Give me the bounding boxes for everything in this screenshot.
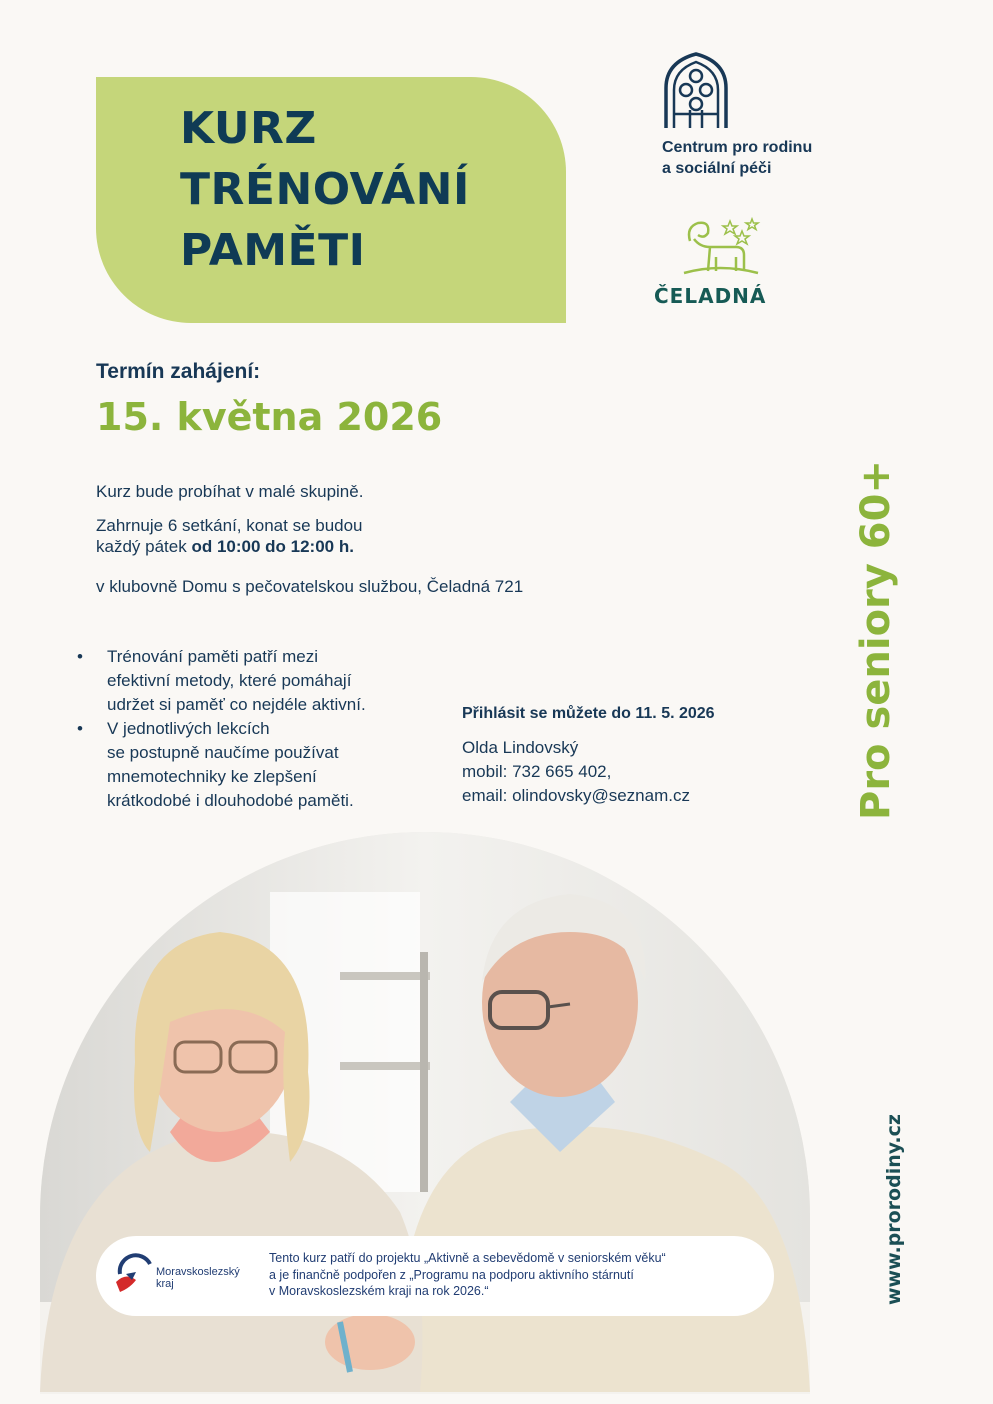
bullet-item-1: [74, 645, 366, 717]
info-line-2a: Zahrnuje 6 setkání, konat se budou: [96, 516, 363, 535]
registration-title: Přihlásit se můžete do 11. 5. 2026: [462, 705, 715, 722]
sponsor-line-2: a je finančně podpořen z „Programu na podporu aktivního stárnutí: [269, 1267, 634, 1282]
contact-block: [462, 736, 690, 808]
bullet-2-line-2: se postupně naučíme používat: [107, 743, 339, 762]
title-line-3: PAMĚTI: [180, 225, 366, 276]
org-name: [662, 137, 812, 179]
contact-phone[interactable]: mobil: 732 665 402,: [462, 762, 612, 781]
bullet-list: [74, 645, 366, 813]
website-link[interactable]: www.prorodiny.cz: [883, 1114, 905, 1305]
audience-label: Pro seniory 60+: [853, 460, 899, 820]
bullet-1-line-3: udržet si paměť co nejdéle aktivní.: [107, 695, 366, 714]
bullet-2-line-3: mnemotechniky ke zlepšení: [107, 767, 317, 786]
contact-name: Olda Lindovský: [462, 738, 579, 757]
sponsor-line-3: v Moravskoslezském kraji na rok 2026.“: [269, 1284, 489, 1298]
org-name-line-1: Centrum pro rodinu: [662, 139, 813, 156]
region-line-1: Moravskoslezský: [156, 1266, 240, 1278]
info-location: v klubovně Domu s pečovatelskou službou, Čeladná 721: [96, 577, 524, 596]
sponsor-box: [96, 1236, 774, 1316]
bullet-dot-icon: •: [77, 647, 83, 666]
bullet-2-line-4: krátkodobé i dlouhodobé paměti.: [107, 791, 354, 810]
contact-email[interactable]: email: olindovsky@seznam.cz: [462, 786, 690, 805]
info-schedule: [96, 515, 363, 557]
bullet-2-line-1: V jednotlivých lekcích: [107, 719, 270, 738]
title-line-1: KURZ: [180, 103, 317, 154]
ram-with-stars-icon: [680, 217, 762, 284]
bullet-item-2: [74, 717, 366, 813]
gothic-window-icon: [662, 52, 730, 135]
info-time: od 10:00 do 12:00 h.: [191, 537, 354, 556]
city-name: ČELADNÁ: [654, 284, 767, 308]
org-name-line-2: a sociální péči: [662, 160, 772, 177]
start-date: 15. května 2026: [96, 395, 443, 439]
start-label: Termín zahájení:: [96, 360, 261, 383]
sponsor-line-1: Tento kurz patří do projektu „Aktivně a sebevědomě v seniorském věku“: [269, 1251, 666, 1265]
region-name: [156, 1266, 240, 1290]
info-line-1: Kurz bude probíhat v malé skupině.: [96, 482, 364, 501]
title-line-2: TRÉNOVÁNÍ: [180, 164, 470, 215]
region-logo-icon: [112, 1252, 156, 1301]
info-line-2b: [96, 536, 363, 557]
bullet-dot-icon: •: [77, 719, 83, 738]
title-banner: [96, 77, 566, 323]
region-line-2: kraj: [156, 1278, 174, 1290]
info-line-2b-prefix: každý pátek: [96, 537, 192, 556]
bullet-1-line-1: Trénování paměti patří mezi: [107, 647, 319, 666]
bullet-1-line-2: efektivní metody, které pomáhají: [107, 671, 352, 690]
sponsor-text: [269, 1250, 666, 1300]
